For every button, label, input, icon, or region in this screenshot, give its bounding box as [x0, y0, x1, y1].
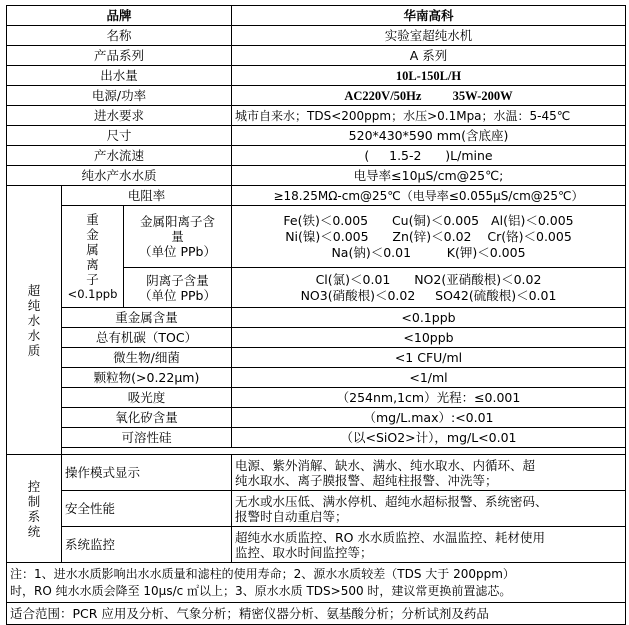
table-row — [7, 166, 626, 186]
absorb-value: （254nm,1cm）光程：≤0.001 — [232, 388, 626, 408]
ultra-group-label: 超 纯 水 水 质 — [7, 186, 62, 455]
scope-cell: 适合范围：PCR 应用及分析、气象分析；精密仪器分析、氨基酸分析；分析试剂及药品 — [7, 603, 626, 625]
safety-label: 安全性能 — [62, 491, 232, 527]
table-row — [7, 6, 626, 26]
particle-label: 颗粒物(>0.22μm) — [62, 368, 232, 388]
table-row — [7, 186, 626, 206]
table-row — [7, 563, 626, 603]
inlet-value: 城市自来水；TDS<200ppm；水压>0.1Mpa；水温：5-45℃ — [232, 106, 626, 126]
series-label: 产品系列 — [7, 46, 232, 66]
spacer-row — [62, 448, 626, 455]
inlet-label: 进水要求 — [7, 106, 232, 126]
table-row — [7, 448, 626, 455]
toc-label: 总有机碳（TOC） — [62, 328, 232, 348]
output-value: 10L-150L/H — [232, 66, 626, 86]
micro-label: 微生物/细菌 — [62, 348, 232, 368]
table-row — [7, 106, 626, 126]
table-row — [7, 348, 626, 368]
table-row — [7, 388, 626, 408]
table-row — [7, 491, 626, 527]
control-group-label: 控 制 系 统 — [7, 455, 62, 563]
power-label: 电源/功率 — [7, 86, 232, 106]
table-row — [7, 368, 626, 388]
monitor-label: 系统监控 — [62, 527, 232, 563]
mode-label: 操作模式显示 — [62, 455, 232, 491]
table-row — [7, 527, 626, 563]
table-row — [7, 46, 626, 66]
table-row — [7, 408, 626, 428]
name-value: 实验室超纯水机 — [232, 26, 626, 46]
flow-value: ( 1.5-2 )L/mine — [232, 146, 626, 166]
note-cell: 注：1、进水水质影响出水水质量和滤柱的使用寿命；2、源水水质较差（TDS 大于 200ppm） 时，RO 纯水水质会降至 10μs/c ㎡以上；3、原水水质 TDS>500 时，建议常更换前置滤芯。 — [7, 563, 626, 603]
table-row — [7, 328, 626, 348]
soluble-si-label: 可溶性硅 — [62, 428, 232, 448]
brand-label: 品牌 — [7, 6, 232, 26]
mode-value: 电源、紫外消解、缺水、满水、纯水取水、内循环、超 纯水取水、离子膜报警、超纯柱报警、冲洗等； — [232, 455, 626, 491]
heavy-ion-group-label: 重 金 属 离 子 <0.1ppb — [62, 206, 124, 308]
spec-table — [6, 5, 626, 625]
heavy-metal-value: <0.1ppb — [232, 308, 626, 328]
anion-values: Cl(氯)＜0.01 NO2(亚硝酸根)＜0.02 NO3(硝酸根)＜0.02 SO42(硫酸根)＜0.01 — [232, 268, 626, 308]
output-label: 出水量 — [7, 66, 232, 86]
table-row — [7, 206, 626, 268]
power-value: AC220V/50Hz 35W-200W — [232, 86, 626, 106]
resistivity-value: ≥18.25MΩ-cm@25℃（电导率≤0.055μS/cm@25℃） — [232, 186, 626, 206]
table-row — [7, 26, 626, 46]
name-label: 名称 — [7, 26, 232, 46]
quality-value: 电导率≤10μS/cm@25℃; — [232, 166, 626, 186]
micro-value: <1 CFU/ml — [232, 348, 626, 368]
safety-value: 无水或水压低、满水停机、超纯水超标报警、系统密码、 报警时自动重启等； — [232, 491, 626, 527]
absorb-label: 吸光度 — [62, 388, 232, 408]
table-row — [7, 66, 626, 86]
size-value: 520*430*590 mm(含底座) — [232, 126, 626, 146]
series-value: A 系列 — [232, 46, 626, 66]
table-row — [7, 86, 626, 106]
spec-sheet — [6, 5, 625, 625]
table-row — [7, 603, 626, 625]
quality-label: 纯水产水水质 — [7, 166, 232, 186]
monitor-value: 超纯水水质监控、RO 水水质监控、水温监控、耗材使用 监控、取水时间监控等； — [232, 527, 626, 563]
cation-values: Fe(铁)＜0.005 Cu(铜)＜0.005 Al(铝)＜0.005 Ni(镍)＜0.005 Zn(锌)＜0.02 Cr(铬)＜0.005 Na(钠)＜0.01 K(钾)＜0.005 — [232, 206, 626, 268]
size-label: 尺寸 — [7, 126, 232, 146]
silica-label: 氧化矽含量 — [62, 408, 232, 428]
table-row — [7, 126, 626, 146]
soluble-si-value: （以<SiO2>计），mg/L<0.01 — [232, 428, 626, 448]
heavy-metal-label: 重金属含量 — [62, 308, 232, 328]
table-row — [7, 308, 626, 328]
table-row — [7, 455, 626, 491]
resistivity-label: 电阻率 — [62, 186, 232, 206]
particle-value: <1/ml — [232, 368, 626, 388]
flow-label: 产水流速 — [7, 146, 232, 166]
silica-value: （mg/L.max）:<0.01 — [232, 408, 626, 428]
cation-label: 金属阳离子含 量 （单位 PPb） — [124, 206, 232, 268]
table-row — [7, 146, 626, 166]
brand-value: 华南高科 — [232, 6, 626, 26]
toc-value: <10ppb — [232, 328, 626, 348]
table-row — [7, 428, 626, 448]
anion-label: 阴离子含量 （单位 PPb） — [124, 268, 232, 308]
